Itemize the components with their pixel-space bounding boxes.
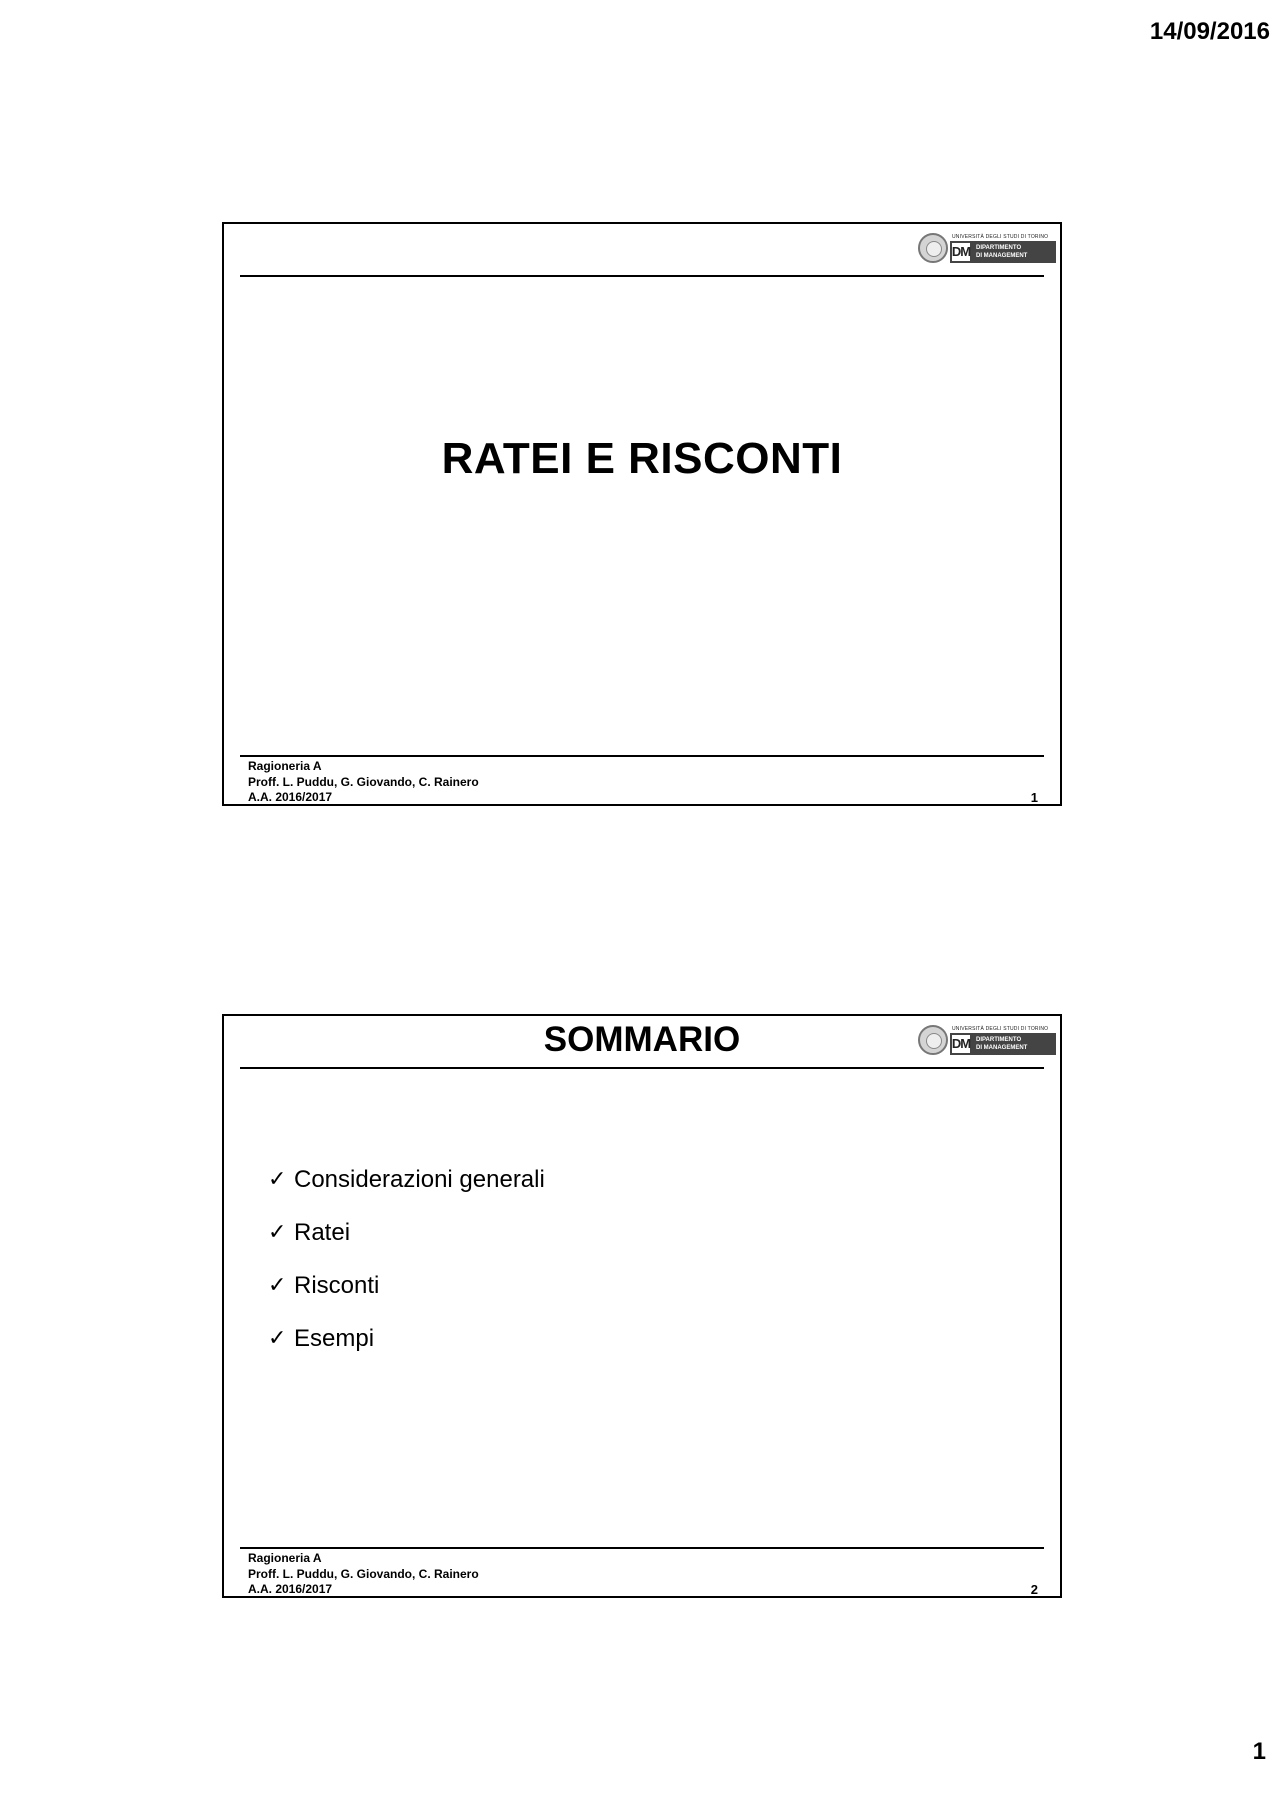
- check-icon: ✓: [268, 1219, 287, 1244]
- page-number: 1: [1252, 1738, 1266, 1765]
- university-seal-icon: [918, 233, 948, 263]
- logo-dm-mark: DM: [950, 241, 972, 263]
- footer-course: Ragioneria A: [248, 759, 322, 773]
- list-item-text: Risconti: [294, 1272, 380, 1299]
- logo-dm-mark: DM: [950, 1033, 972, 1055]
- university-seal-icon: [918, 1025, 948, 1055]
- slide-footer: [248, 1551, 479, 1598]
- footer-divider: [240, 755, 1044, 757]
- footer-academic-year: A.A. 2016/2017: [248, 790, 333, 804]
- header-divider: [240, 275, 1044, 277]
- summary-list: [268, 1166, 545, 1378]
- logo-university-name: UNIVERSITÀ DEGLI STUDI DI TORINO: [952, 233, 1049, 240]
- university-logo: [918, 1022, 1056, 1058]
- list-item-text: Esempi: [294, 1325, 375, 1352]
- logo-department-line2: DI MANAGEMENT: [976, 252, 1028, 259]
- slide-number: 2: [1030, 1582, 1038, 1597]
- list-item: [268, 1325, 545, 1378]
- list-item-text: Considerazioni generali: [294, 1166, 545, 1193]
- logo-department-line1: DIPARTIMENTO: [976, 244, 1022, 251]
- check-icon: ✓: [268, 1325, 287, 1350]
- university-logo: [918, 230, 1056, 266]
- list-item: [268, 1272, 545, 1325]
- logo-department: [972, 1033, 1056, 1055]
- logo-department-line1: DIPARTIMENTO: [976, 1036, 1022, 1043]
- page-date: 14/09/2016: [1149, 18, 1270, 45]
- list-item: [268, 1166, 545, 1219]
- footer-professors: Proff. L. Puddu, G. Giovando, C. Rainero: [248, 774, 479, 789]
- logo-department-line2: DI MANAGEMENT: [976, 1044, 1028, 1051]
- slide-title: RATEI E RISCONTI: [441, 434, 843, 483]
- list-item: [268, 1219, 545, 1272]
- slide-number: 1: [1030, 790, 1038, 805]
- header-divider: [240, 1067, 1044, 1069]
- logo-department: [972, 241, 1056, 263]
- footer-professors: Proff. L. Puddu, G. Giovando, C. Rainero: [248, 1566, 479, 1581]
- footer-course: Ragioneria A: [248, 1551, 322, 1565]
- list-item-text: Ratei: [294, 1219, 351, 1246]
- slide-2: [222, 1014, 1062, 1598]
- logo-university-name: UNIVERSITÀ DEGLI STUDI DI TORINO: [952, 1025, 1049, 1032]
- slide-title: SOMMARIO: [543, 1020, 741, 1059]
- check-icon: ✓: [268, 1166, 287, 1191]
- check-icon: ✓: [268, 1272, 287, 1297]
- slide-footer: [248, 759, 479, 806]
- footer-academic-year: A.A. 2016/2017: [248, 1582, 333, 1596]
- footer-divider: [240, 1547, 1044, 1549]
- slide-1: [222, 222, 1062, 806]
